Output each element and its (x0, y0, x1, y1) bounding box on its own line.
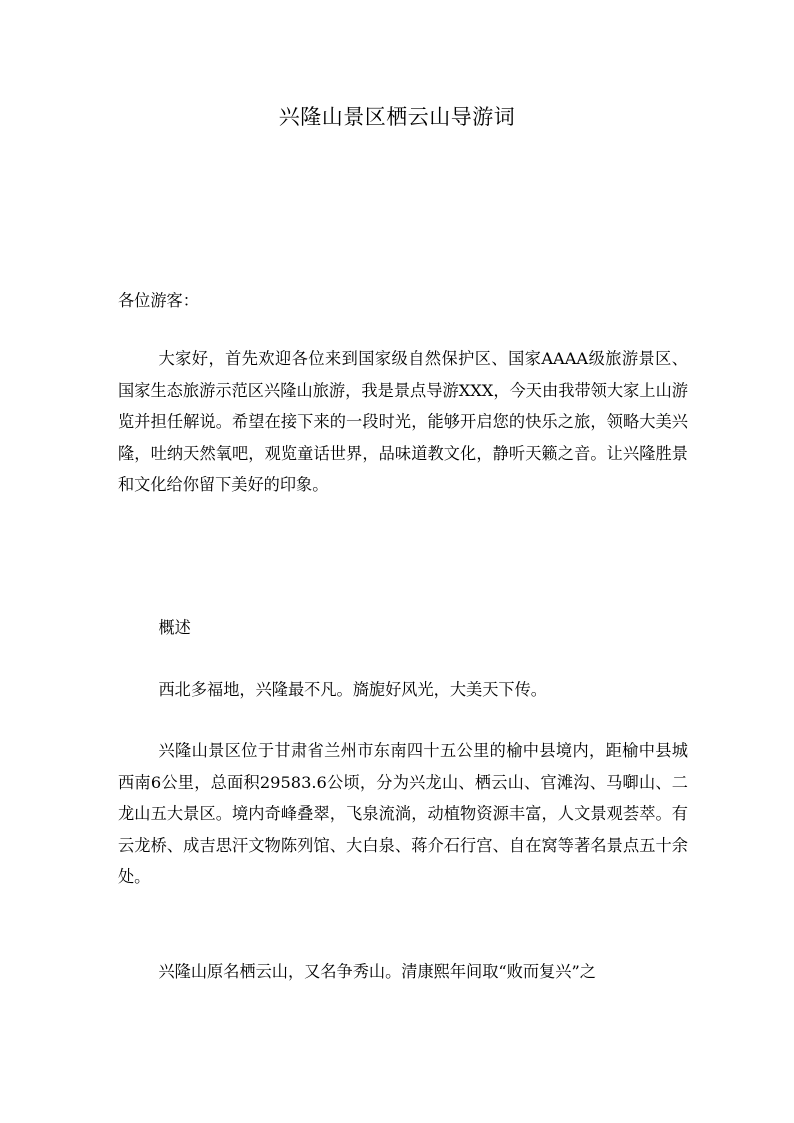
paragraph-history: 兴隆山原名栖云山，又名争秀山。清康熙年间取“败而复兴”之 (158, 962, 596, 981)
section-heading-overview: 概述 (158, 618, 191, 637)
paragraph-intro: 大家好，首先欢迎各位来到国家级自然保护区、国家AAAA级旅游景区、国家生态旅游示范区兴隆山旅游，我是景点导游XXX，今天由我带领大家上山游览并担任解说。希望在接下来的一段时光，能够开启您的快乐之旅，领略大美兴隆，吐纳天然氧吧，观览童话世界，品味道教文化，静听天籁之音。让兴隆胜景和文化给你留下美好的印象。 (118, 349, 688, 494)
greeting: 各位游客： (118, 291, 199, 310)
paragraph-location: 兴隆山景区位于甘肃省兰州市东南四十五公里的榆中县境内，距榆中县城西南6公里，总面积29583.6公顷，分为兴龙山、栖云山、官滩沟、马啣山、二龙山五大景区。境内奇峰叠翠，飞泉流淌，动植物资源丰富，人文景观荟萃。有云龙桥、成吉思汗文物陈列馆、大白泉、蒋介石行宫、自在窝等著名景点五十余处。 (118, 741, 688, 886)
paragraph-poem: 西北多福地，兴隆最不凡。旖旎好风光，大美天下传。 (158, 680, 547, 699)
page-title: 兴隆山景区栖云山导游词 (278, 105, 516, 129)
